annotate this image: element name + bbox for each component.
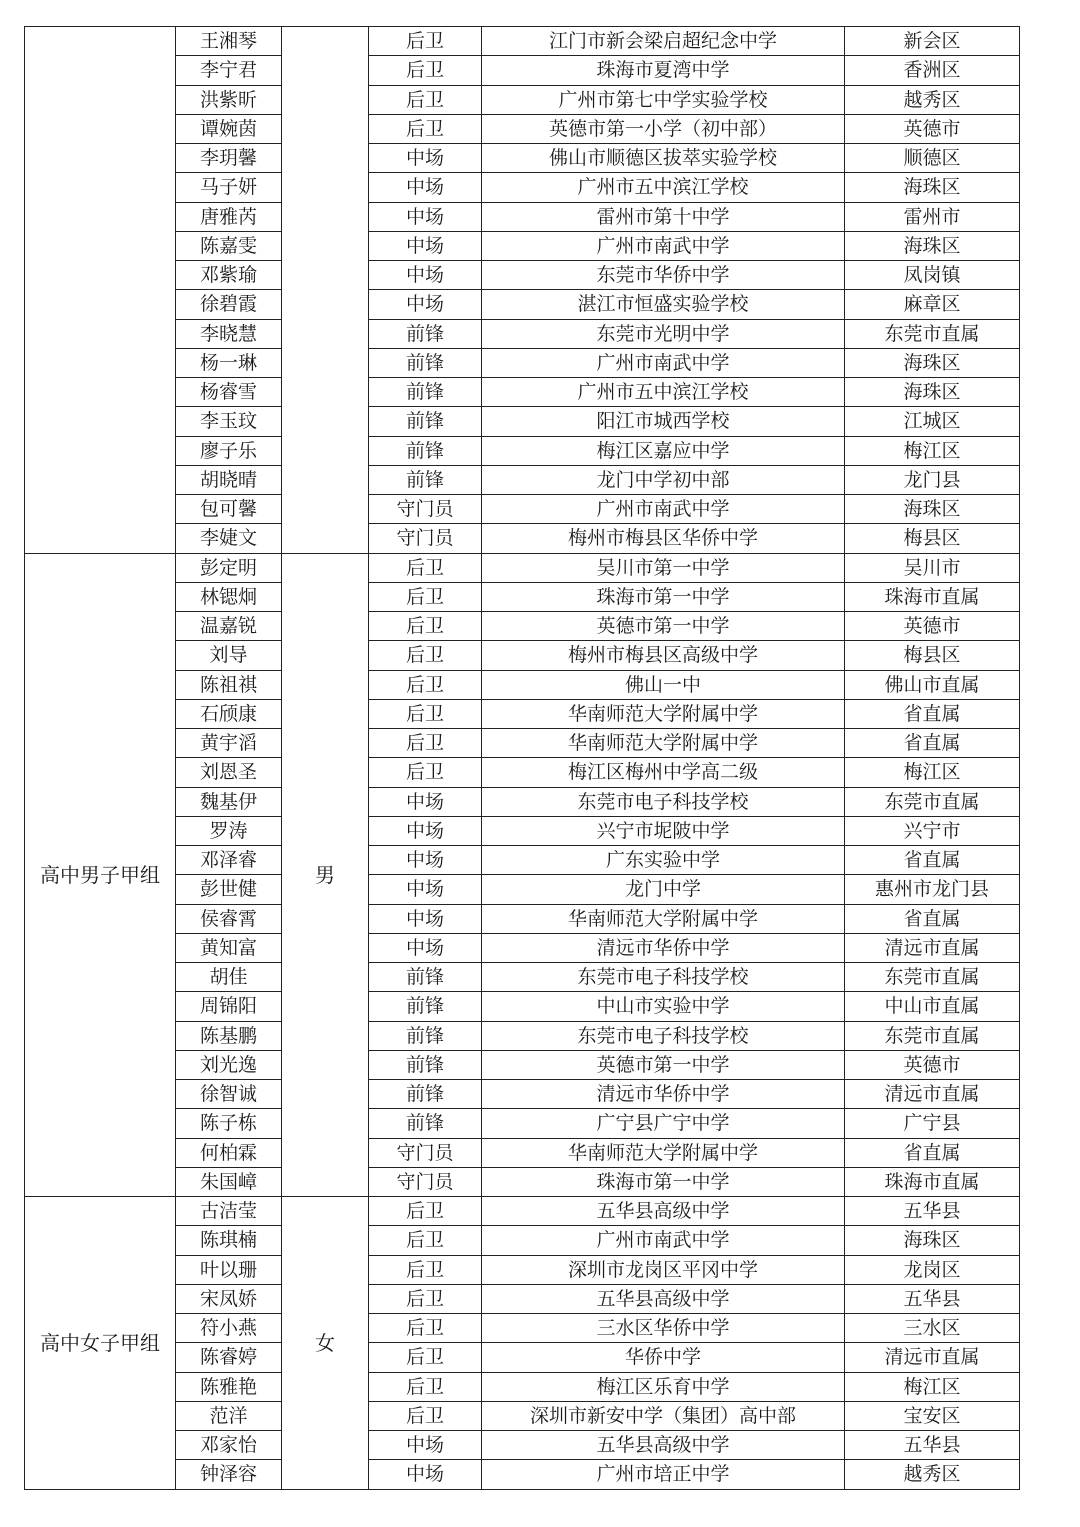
player-school: 三水区华侨中学: [482, 1314, 845, 1343]
player-school: 英德市第一中学: [482, 1050, 845, 1079]
player-school: 广州市南武中学: [482, 348, 845, 377]
player-region: 东莞市直属: [845, 319, 1020, 348]
player-school: 广州市五中滨江学校: [482, 378, 845, 407]
player-position: 后卫: [369, 1343, 482, 1372]
player-name: 符小燕: [176, 1314, 282, 1343]
player-name: 邓紫瑜: [176, 261, 282, 290]
player-position: 后卫: [369, 114, 482, 143]
player-region: 东莞市直属: [845, 1021, 1020, 1050]
player-school: 梅州市梅县区华侨中学: [482, 524, 845, 553]
player-region: 清远市直属: [845, 1343, 1020, 1372]
player-school: 清远市华侨中学: [482, 1080, 845, 1109]
player-region: 海珠区: [845, 173, 1020, 202]
player-name: 杨一琳: [176, 348, 282, 377]
player-school: 五华县高级中学: [482, 1284, 845, 1313]
player-school: 珠海市第一中学: [482, 582, 845, 611]
player-school: 深圳市新安中学（集团）高中部: [482, 1401, 845, 1430]
player-name: 廖子乐: [176, 436, 282, 465]
player-region: 麻章区: [845, 290, 1020, 319]
player-name: 彭定明: [176, 553, 282, 582]
player-position: 中场: [369, 904, 482, 933]
player-region: 省直属: [845, 729, 1020, 758]
player-region: 凤岗镇: [845, 261, 1020, 290]
player-school: 东莞市光明中学: [482, 319, 845, 348]
player-school: 佛山市顺德区拔萃实验学校: [482, 144, 845, 173]
player-school: 华侨中学: [482, 1343, 845, 1372]
player-region: 梅江区: [845, 1372, 1020, 1401]
player-name: 温嘉锐: [176, 612, 282, 641]
player-region: 越秀区: [845, 85, 1020, 114]
player-school: 五华县高级中学: [482, 1431, 845, 1460]
player-position: 后卫: [369, 699, 482, 728]
player-position: 前锋: [369, 963, 482, 992]
player-position: 后卫: [369, 1226, 482, 1255]
player-name: 钟泽容: [176, 1460, 282, 1489]
player-school: 华南师范大学附属中学: [482, 729, 845, 758]
player-school: 江门市新会梁启超纪念中学: [482, 27, 845, 56]
player-name: 唐雅芮: [176, 202, 282, 231]
player-school: 龙门中学初中部: [482, 465, 845, 494]
player-region: 中山市直属: [845, 992, 1020, 1021]
player-position: 前锋: [369, 436, 482, 465]
group-cell: [25, 27, 176, 554]
player-region: 梅县区: [845, 524, 1020, 553]
roster-table: [24, 26, 1020, 1490]
player-position: 中场: [369, 875, 482, 904]
player-position: 中场: [369, 231, 482, 260]
player-name: 石颀康: [176, 699, 282, 728]
player-position: 后卫: [369, 1401, 482, 1430]
player-school: 东莞市电子科技学校: [482, 1021, 845, 1050]
player-region: 梅江区: [845, 758, 1020, 787]
player-name: 李玥馨: [176, 144, 282, 173]
player-position: 后卫: [369, 1314, 482, 1343]
player-position: 守门员: [369, 524, 482, 553]
player-name: 陈睿婷: [176, 1343, 282, 1372]
player-position: 前锋: [369, 992, 482, 1021]
player-name: 宋凤娇: [176, 1284, 282, 1313]
roster-body: [25, 27, 1020, 1490]
player-region: 宝安区: [845, 1401, 1020, 1430]
player-name: 李玉玟: [176, 407, 282, 436]
player-school: 清远市华侨中学: [482, 933, 845, 962]
player-region: 顺德区: [845, 144, 1020, 173]
player-position: 后卫: [369, 582, 482, 611]
player-school: 东莞市华侨中学: [482, 261, 845, 290]
player-school: 广州市南武中学: [482, 495, 845, 524]
player-region: 广宁县: [845, 1109, 1020, 1138]
player-name: 李宁君: [176, 56, 282, 85]
player-position: 后卫: [369, 1255, 482, 1284]
player-region: 香洲区: [845, 56, 1020, 85]
player-school: 广东实验中学: [482, 846, 845, 875]
gender-cell: 男: [282, 553, 369, 1197]
player-school: 梅州市梅县区高级中学: [482, 641, 845, 670]
player-region: 佛山市直属: [845, 670, 1020, 699]
player-school: 珠海市第一中学: [482, 1167, 845, 1196]
player-position: 前锋: [369, 319, 482, 348]
player-school: 华南师范大学附属中学: [482, 1138, 845, 1167]
player-position: 后卫: [369, 612, 482, 641]
player-position: 前锋: [369, 465, 482, 494]
player-region: 三水区: [845, 1314, 1020, 1343]
player-school: 兴宁市坭陂中学: [482, 816, 845, 845]
player-name: 彭世健: [176, 875, 282, 904]
player-position: 前锋: [369, 348, 482, 377]
player-position: 后卫: [369, 553, 482, 582]
player-position: 前锋: [369, 407, 482, 436]
player-name: 邓家怡: [176, 1431, 282, 1460]
player-name: 谭婉茵: [176, 114, 282, 143]
player-position: 中场: [369, 290, 482, 319]
player-name: 叶以珊: [176, 1255, 282, 1284]
gender-cell: 女: [282, 1197, 369, 1490]
player-region: 东莞市直属: [845, 963, 1020, 992]
gender-cell: [282, 27, 369, 554]
player-school: 东莞市电子科技学校: [482, 787, 845, 816]
player-name: 林锶炯: [176, 582, 282, 611]
player-region: 省直属: [845, 1138, 1020, 1167]
player-school: 龙门中学: [482, 875, 845, 904]
player-name: 徐智诚: [176, 1080, 282, 1109]
player-position: 守门员: [369, 1138, 482, 1167]
player-school: 梅江区嘉应中学: [482, 436, 845, 465]
player-name: 徐碧霞: [176, 290, 282, 319]
player-name: 黄知富: [176, 933, 282, 962]
player-school: 华南师范大学附属中学: [482, 904, 845, 933]
player-region: 龙门县: [845, 465, 1020, 494]
player-region: 吴川市: [845, 553, 1020, 582]
player-region: 海珠区: [845, 1226, 1020, 1255]
player-region: 清远市直属: [845, 1080, 1020, 1109]
player-name: 胡佳: [176, 963, 282, 992]
player-position: 前锋: [369, 1080, 482, 1109]
player-position: 前锋: [369, 378, 482, 407]
player-position: 后卫: [369, 56, 482, 85]
player-region: 海珠区: [845, 378, 1020, 407]
player-position: 中场: [369, 846, 482, 875]
player-name: 陈琪楠: [176, 1226, 282, 1255]
player-name: 罗涛: [176, 816, 282, 845]
player-name: 包可馨: [176, 495, 282, 524]
player-position: 中场: [369, 1460, 482, 1489]
player-name: 刘光逸: [176, 1050, 282, 1079]
player-school: 珠海市夏湾中学: [482, 56, 845, 85]
player-position: 后卫: [369, 1372, 482, 1401]
player-region: 新会区: [845, 27, 1020, 56]
player-name: 李婕文: [176, 524, 282, 553]
group-cell: 高中女子甲组: [25, 1197, 176, 1490]
player-region: 珠海市直属: [845, 1167, 1020, 1196]
player-school: 华南师范大学附属中学: [482, 699, 845, 728]
player-region: 惠州市龙门县: [845, 875, 1020, 904]
player-name: 刘恩圣: [176, 758, 282, 787]
player-position: 后卫: [369, 1284, 482, 1313]
player-name: 陈雅艳: [176, 1372, 282, 1401]
player-position: 后卫: [369, 758, 482, 787]
player-position: 中场: [369, 202, 482, 231]
player-name: 朱国嶂: [176, 1167, 282, 1196]
player-region: 英德市: [845, 1050, 1020, 1079]
player-position: 中场: [369, 173, 482, 202]
player-region: 五华县: [845, 1284, 1020, 1313]
player-name: 何柏霖: [176, 1138, 282, 1167]
player-school: 雷州市第十中学: [482, 202, 845, 231]
player-position: 中场: [369, 144, 482, 173]
player-school: 广州市南武中学: [482, 231, 845, 260]
player-name: 陈祖祺: [176, 670, 282, 699]
player-region: 梅江区: [845, 436, 1020, 465]
player-region: 英德市: [845, 114, 1020, 143]
player-region: 雷州市: [845, 202, 1020, 231]
player-name: 王湘琴: [176, 27, 282, 56]
player-region: 梅县区: [845, 641, 1020, 670]
player-school: 梅江区乐育中学: [482, 1372, 845, 1401]
player-name: 魏基伊: [176, 787, 282, 816]
player-position: 中场: [369, 933, 482, 962]
group-cell: 高中男子甲组: [25, 553, 176, 1197]
player-position: 前锋: [369, 1050, 482, 1079]
player-position: 后卫: [369, 641, 482, 670]
player-region: 江城区: [845, 407, 1020, 436]
player-region: 海珠区: [845, 495, 1020, 524]
player-region: 五华县: [845, 1197, 1020, 1226]
player-region: 省直属: [845, 699, 1020, 728]
player-school: 东莞市电子科技学校: [482, 963, 845, 992]
player-school: 广州市培正中学: [482, 1460, 845, 1489]
player-name: 侯睿霄: [176, 904, 282, 933]
player-name: 洪紫昕: [176, 85, 282, 114]
player-school: 深圳市龙岗区平冈中学: [482, 1255, 845, 1284]
player-school: 梅江区梅州中学高二级: [482, 758, 845, 787]
player-position: 后卫: [369, 1197, 482, 1226]
player-position: 前锋: [369, 1109, 482, 1138]
player-name: 胡晓晴: [176, 465, 282, 494]
table-row: [25, 27, 1020, 56]
player-school: 广州市五中滨江学校: [482, 173, 845, 202]
player-school: 广州市第七中学实验学校: [482, 85, 845, 114]
player-region: 五华县: [845, 1431, 1020, 1460]
player-position: 守门员: [369, 495, 482, 524]
player-region: 龙岗区: [845, 1255, 1020, 1284]
player-region: 省直属: [845, 904, 1020, 933]
table-row: [25, 553, 1020, 582]
player-name: 陈嘉雯: [176, 231, 282, 260]
player-name: 黄宇滔: [176, 729, 282, 758]
player-name: 杨睿雪: [176, 378, 282, 407]
player-name: 古洁莹: [176, 1197, 282, 1226]
player-name: 陈子栋: [176, 1109, 282, 1138]
player-school: 五华县高级中学: [482, 1197, 845, 1226]
player-name: 邓泽睿: [176, 846, 282, 875]
player-region: 珠海市直属: [845, 582, 1020, 611]
player-name: 范洋: [176, 1401, 282, 1430]
player-school: 中山市实验中学: [482, 992, 845, 1021]
player-region: 英德市: [845, 612, 1020, 641]
player-region: 兴宁市: [845, 816, 1020, 845]
player-school: 广州市南武中学: [482, 1226, 845, 1255]
player-region: 越秀区: [845, 1460, 1020, 1489]
player-name: 周锦阳: [176, 992, 282, 1021]
player-position: 后卫: [369, 729, 482, 758]
player-position: 后卫: [369, 85, 482, 114]
player-position: 中场: [369, 1431, 482, 1460]
player-school: 英德市第一小学（初中部）: [482, 114, 845, 143]
table-row: [25, 1197, 1020, 1226]
player-school: 英德市第一中学: [482, 612, 845, 641]
player-name: 李晓慧: [176, 319, 282, 348]
player-position: 后卫: [369, 27, 482, 56]
player-region: 海珠区: [845, 348, 1020, 377]
player-school: 广宁县广宁中学: [482, 1109, 845, 1138]
player-name: 陈基鹏: [176, 1021, 282, 1050]
player-name: 刘导: [176, 641, 282, 670]
player-position: 守门员: [369, 1167, 482, 1196]
player-school: 阳江市城西学校: [482, 407, 845, 436]
player-position: 后卫: [369, 670, 482, 699]
player-position: 中场: [369, 816, 482, 845]
player-position: 中场: [369, 787, 482, 816]
player-school: 吴川市第一中学: [482, 553, 845, 582]
player-region: 东莞市直属: [845, 787, 1020, 816]
player-region: 省直属: [845, 846, 1020, 875]
player-school: 佛山一中: [482, 670, 845, 699]
player-region: 海珠区: [845, 231, 1020, 260]
player-school: 湛江市恒盛实验学校: [482, 290, 845, 319]
player-region: 清远市直属: [845, 933, 1020, 962]
player-name: 马子妍: [176, 173, 282, 202]
player-position: 中场: [369, 261, 482, 290]
player-position: 前锋: [369, 1021, 482, 1050]
